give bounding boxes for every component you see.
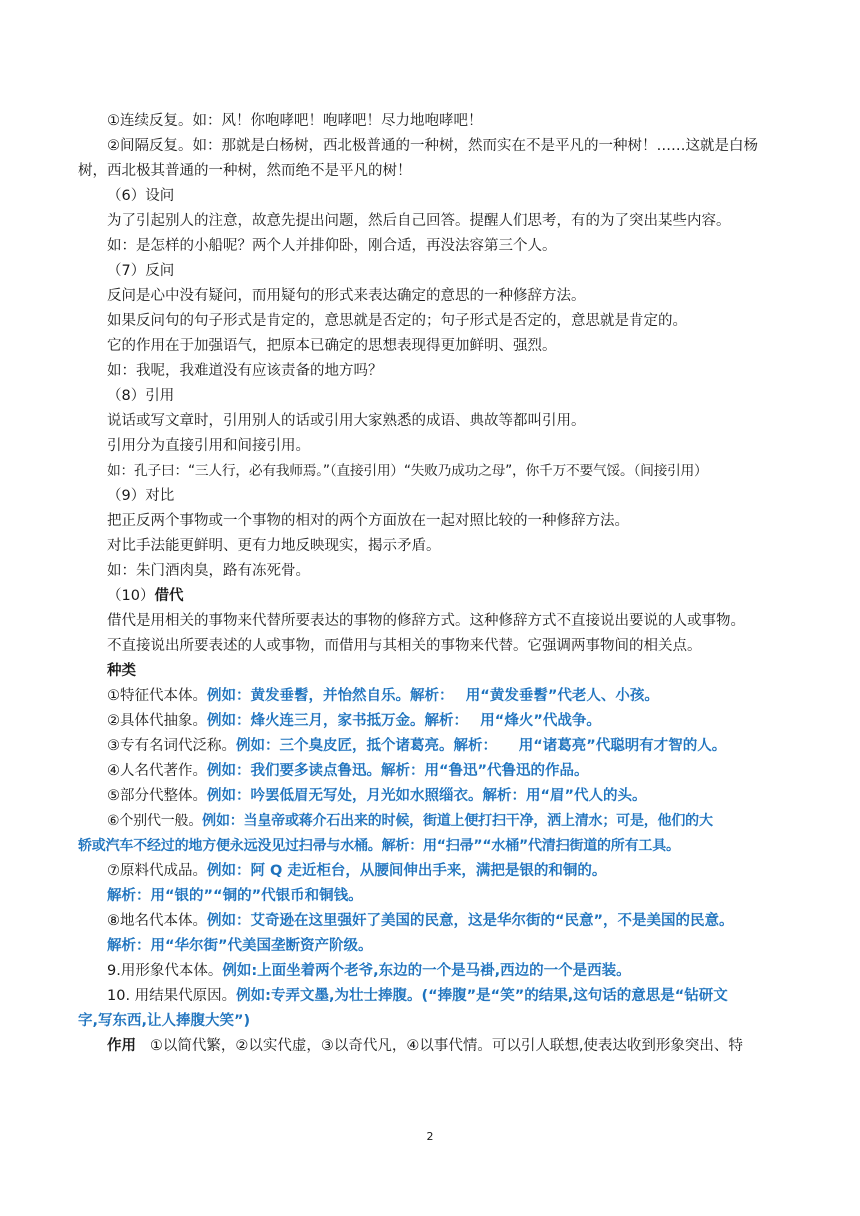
text-line: 如：是怎样的小船呢？两个人并排仰卧，刚合适，再没法容第三个人。: [107, 238, 557, 254]
section-heading: （8）引用: [107, 388, 175, 404]
list-item: [107, 686, 659, 706]
function-label: 作用: [107, 1038, 136, 1054]
list-item: [107, 986, 728, 1006]
text-line: 树，西北极其普通的一种树，然而绝不是平凡的树！: [78, 163, 412, 179]
list-item: [107, 961, 631, 981]
item-example: 例如：我们要多读点鲁迅。解析：用“鲁迅”代鲁迅的作品。: [207, 763, 589, 779]
item-label: 9.用形象代本体。: [107, 963, 223, 979]
section-heading: （6）设问: [107, 188, 175, 204]
text-line: 把正反两个事物或一个事物的相对的两个方面放在一起对照比较的一种修辞方法。: [107, 513, 629, 529]
item-example: 例如：艾奇逊在这里强奸了美国的民意，这是华尔街的“民意”，不是美国的民意。: [207, 913, 734, 929]
subheading: 种类: [107, 663, 136, 679]
item-analysis: 解析：用“银的”“铜的”代银币和铜钱。: [107, 888, 363, 904]
function-paragraph: [107, 1036, 743, 1056]
text-line: 对比手法能更鲜明、更有力地反映现实，揭示矛盾。: [107, 538, 441, 554]
page-number: 2: [426, 1130, 434, 1143]
section-heading: [107, 586, 183, 606]
text-line: 如果反问句的句子形式是肯定的，意思就是否定的；句子形式是否定的，意思就是肯定的。: [107, 313, 687, 329]
item-label: ⑥个别代一般。: [107, 813, 203, 829]
item-label: ⑦原料代成品。: [107, 863, 207, 879]
section-number: （10）: [107, 588, 155, 604]
text-line: ②间隔反复。如：那就是白杨树，西北极普通的一种树，然而实在不是平凡的一种树！……这就是白杨: [107, 138, 758, 154]
text-line: 它的作用在于加强语气，把原本已确定的思想表现得更加鲜明、强烈。: [107, 338, 557, 354]
item-example: 例如：阿 Q 走近柜台，从腰间伸出手来，满把是银的和铜的。: [207, 863, 607, 879]
item-label: ①特征代本体。: [107, 688, 207, 704]
list-item: [107, 861, 606, 881]
list-item: [107, 786, 647, 806]
item-example: 例如：三个臭皮匠，抵个诸葛亮。解析： 用“诸葛亮”代聪明有才智的人。: [236, 738, 727, 754]
text-line: 如：朱门酒肉臭，路有冻死骨。: [107, 563, 310, 579]
item-label: ④人名代著作。: [107, 763, 207, 779]
section-heading: （7）反问: [107, 263, 175, 279]
text-line: 如：孔子曰：“三人行，必有我师焉。”（直接引用）“失败乃成功之母”，你千万不要气馁。（间接引用）: [107, 463, 708, 479]
item-example: 例如：黄发垂髫，并怡然自乐。解析： 用“黄发垂髫”代老人、小孩。: [207, 688, 659, 704]
function-text: ①以简代繁，②以实代虚，③以奇代凡，④以事代情。可以引人联想,使表达收到形象突出、特: [149, 1038, 743, 1054]
item-label: ③专有名词代泛称。: [107, 738, 236, 754]
item-label: ⑤部分代整体。: [107, 788, 207, 804]
item-label: ②具体代抽象。: [107, 713, 207, 729]
list-item: [107, 811, 713, 831]
item-example: 例如：当皇帝或蒋介石出来的时候，街道上便打扫干净，洒上清水；可是，他们的大: [202, 813, 713, 829]
item-example: 例如：烽火连三月，家书抵万金。解析： 用“烽火”代战争。: [207, 713, 601, 729]
item-example-continued: 字,写东西,让人捧腹大笑”): [78, 1013, 251, 1029]
text-line: 说话或写文章时，引用别人的话或引用大家熟悉的成语、典故等都叫引用。: [107, 413, 586, 429]
list-item: [107, 736, 726, 756]
list-item: [107, 911, 734, 931]
list-item: [107, 761, 589, 781]
section-heading: （9）对比: [107, 488, 175, 504]
text-line: ①连续反复。如：风！你咆哮吧！咆哮吧！尽力地咆哮吧！: [107, 113, 483, 129]
list-item: [107, 711, 601, 731]
item-example: 例如：吟罢低眉无写处，月光如水照缁衣。解析：用“眉”代人的头。: [207, 788, 647, 804]
section-title: 借代: [154, 588, 184, 604]
item-example: 例如:专弄文墨,为壮士捧腹。(“捧腹”是“笑”的结果,这句话的意思是“钻研文: [236, 988, 728, 1004]
item-example: 例如:上面坐着两个老爷,东边的一个是马褂,西边的一个是西装。: [222, 963, 631, 979]
item-example-continued: 轿或汽车不经过的地方便永远没见过扫帚与水桶。解析：用“扫帚”“水桶”代清扫街道的所有工具。: [78, 838, 680, 854]
item-label: ⑧地名代本体。: [107, 913, 207, 929]
text-line: 为了引起别人的注意，故意先提出问题，然后自己回答。提醒人们思考，有的为了突出某些内容。: [107, 213, 731, 229]
item-label: 10. 用结果代原因。: [107, 988, 237, 1004]
text-line: 如：我呢，我难道没有应该责备的地方吗？: [107, 363, 383, 379]
text-line: 不直接说出所要表述的人或事物，而借用与其相关的事物来代替。它强调两事物间的相关点。: [107, 638, 702, 654]
text-line: 反问是心中没有疑问，而用疑句的形式来表达确定的意思的一种修辞方法。: [107, 288, 586, 304]
item-analysis: 解析：用“华尔街”代美国垄断资产阶级。: [107, 938, 373, 954]
text-line: 借代是用相关的事物来代替所要表达的事物的修辞方式。这种修辞方式不直接说出要说的人或事物。: [107, 613, 745, 629]
text-line: 引用分为直接引用和间接引用。: [107, 438, 310, 454]
